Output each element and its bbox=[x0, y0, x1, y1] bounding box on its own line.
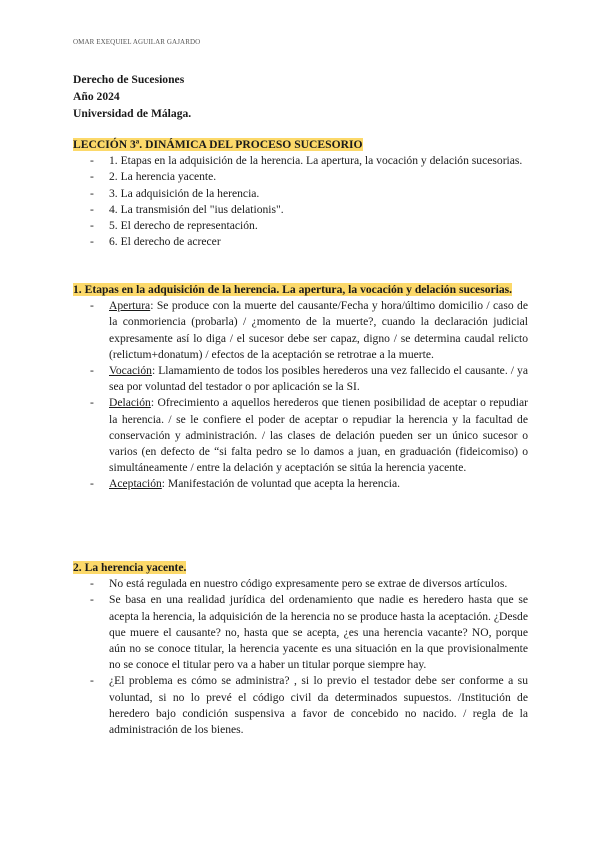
title-block bbox=[73, 71, 528, 122]
list-item: - 3. La adquisición de la herencia. bbox=[90, 186, 260, 200]
section-2-list bbox=[73, 576, 528, 738]
term: Delación bbox=[109, 396, 151, 410]
course-title: Derecho de Sucesiones bbox=[73, 73, 185, 86]
term: Aceptación bbox=[109, 477, 162, 491]
list-item: - Delación: Ofrecimiento a aquellos herederos que tienen posibilidad de aceptar o repudiar la herencia. / se le confiere el poder de aceptar o repudiar la herencia y la facultad de conservación y administración. / las clases de delación pueden ser un único sucesor o varios (en defecto de “si falta pedro se lo damos a juan, en graduación (fideicomiso) o simultáneamente / entre la delación y aceptación se sitúa la herencia yacente. bbox=[90, 396, 528, 475]
section-2-heading: 2. La herencia yacente. bbox=[73, 561, 187, 574]
author-header: OMAR EXEQUIEL AGUILAR GAJARDO bbox=[73, 38, 201, 46]
list-item: - 6. El derecho de acrecer bbox=[90, 235, 221, 249]
list-item: - Se basa en una realidad jurídica del ordenamiento que nadie es heredero hasta que se acepta la herencia, la adquisición de la herencia no se produce hasta la aceptación. ¿Desde que muere el causante? no, hasta que se acepta, ¿es una herencia vacante? NO, porque aún no se conoce titular, la herencia yacente es una situación en la que provisionalmente no se conoce el titular pero va a haber un titular porque siempre hay. bbox=[90, 593, 528, 672]
list-item: - Vocación: Llamamiento de todos los posibles herederos una vez fallecido el causante. / ya sea por voluntad del testador o por aplicación se la SI. bbox=[90, 364, 528, 394]
list-item: - Aceptación: Manifestación de voluntad que acepta la herencia. bbox=[90, 477, 401, 491]
lesson-index-list bbox=[73, 153, 528, 250]
list-item: - No está regulada en nuestro código expresamente pero se extrae de diversos artículos. bbox=[90, 577, 508, 591]
list-item: - 1. Etapas en la adquisición de la herencia. La apertura, la vocación y delación sucesorias. bbox=[90, 154, 523, 168]
lesson-index bbox=[73, 137, 528, 250]
list-item: - 4. La transmisión del "ius delationis". bbox=[90, 202, 284, 216]
section-1-list bbox=[73, 298, 528, 492]
year: Año 2024 bbox=[73, 90, 120, 103]
term: Vocación bbox=[109, 364, 152, 378]
section-1-heading: 1. Etapas en la adquisición de la herencia. La apertura, la vocación y delación sucesorias. bbox=[73, 283, 513, 296]
term: Apertura bbox=[109, 299, 151, 313]
section-2 bbox=[73, 560, 528, 738]
section-1 bbox=[73, 282, 528, 493]
university: Universidad de Málaga. bbox=[73, 107, 192, 120]
list-item: - ¿El problema es cómo se administra? , si lo previo el testador debe ser conforme a su voluntad, si no lo prevé el código civil da determinados supuestos. /Institución de heredero bajo condición suspensiva a favor de concebido no nacido. / regla de la administración de los bienes. bbox=[90, 674, 528, 737]
lesson-title: LECCIÓN 3ª. DINÁMICA DEL PROCESO SUCESORIO bbox=[73, 138, 363, 151]
list-item: - 5. El derecho de representación. bbox=[90, 219, 258, 233]
list-item: - Apertura: Se produce con la muerte del causante/Fecha y hora/último domicilio / caso de la conmoriencia (probarla) / ¿momento de la muerte?, cuando la declaración judicial expresamente así lo diga / el sucesor debe ser capaz, digno / se determina caudal relicto (relictum+donatum) / efectos de la aceptación se retrotrae a la muerte. bbox=[90, 299, 528, 361]
list-item: - 2. La herencia yacente. bbox=[90, 170, 217, 184]
